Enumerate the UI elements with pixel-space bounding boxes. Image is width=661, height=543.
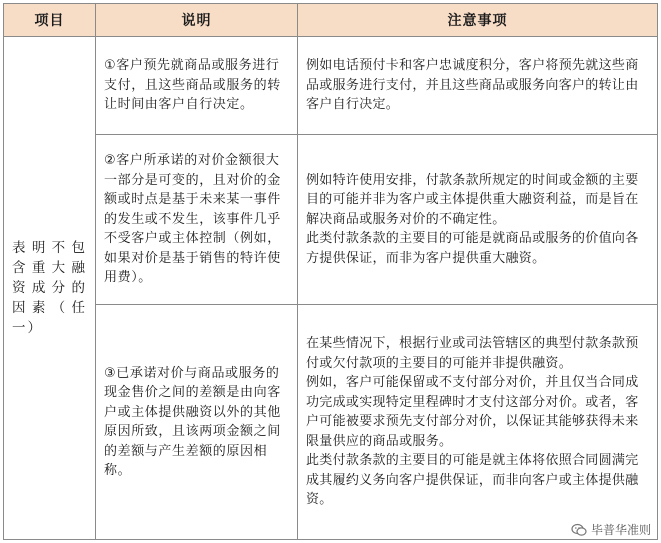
table-row — [4, 305, 658, 540]
note-paragraph: 在某些情况下，根据行业或司法管辖区的典型付款条款预付或欠付款项的主要目的可能并非提供融资。 — [306, 336, 639, 371]
notes-cell — [298, 135, 658, 305]
item-cell: 表明不包含重大融资成分的因素（任一） — [4, 37, 96, 540]
header-notes: 注意事项 — [298, 4, 658, 37]
table-row — [4, 37, 658, 135]
watermark — [567, 520, 655, 539]
guidance-table — [3, 3, 658, 540]
notes-cell — [298, 37, 658, 135]
header-description: 说明 — [96, 4, 298, 37]
watermark-text: 毕普华准则 — [590, 523, 651, 537]
description-cell: ③已承诺对价与商品或服务的现金售价之间的差额是由向客户或主体提供融资以外的其他原因所致，且该两项金额之间的差额与产生差额的原因相称。 — [96, 305, 298, 540]
header-item: 项目 — [4, 4, 96, 37]
description-cell: ①客户预先就商品或服务进行支付，且这些商品或服务的转让时间由客户自行决定。 — [96, 37, 298, 135]
note-paragraph: 例如，客户可能保留或不支付部分对价，并且仅当合同成功完成或实现特定里程碑时才支付这部分对价。或者，客户可能被要求预先支付部分对价，以保证其能够获得未来限量供应的商品或服务。 — [306, 375, 639, 449]
description-cell: ②客户所承诺的对价金额很大一部分是可变的，且对价的金额或时点是基于未来某一事件的发生或不发生，该事件几乎不受客户或主体控制（例如，如果对价是基于销售的特许使用费）。 — [96, 135, 298, 305]
header-row — [4, 4, 658, 37]
table-row — [4, 135, 658, 305]
note-paragraph: 例如电话预付卡和客户忠诚度积分，客户将预先就这些商品或服务进行支付，并且这些商品或服务向客户的转让由客户自行决定。 — [306, 58, 639, 113]
note-paragraph: 此类付款条款的主要目的可能是就商品或服务的价值向各方提供保证，而非为客户提供重大融资。 — [306, 231, 639, 266]
wechat-icon — [571, 522, 587, 538]
note-paragraph: 此类付款条款的主要目的可能是就主体将依照合同圆满完成其履约义务向客户提供保证，而非向客户或主体提供融资。 — [306, 453, 639, 508]
notes-cell — [298, 305, 658, 540]
note-paragraph: 例如特许使用安排，付款条款所规定的时间或金额的主要目的可能并非为客户或主体提供重大融资利益，而是旨在解决商品或服务对价的不确定性。 — [306, 172, 639, 227]
